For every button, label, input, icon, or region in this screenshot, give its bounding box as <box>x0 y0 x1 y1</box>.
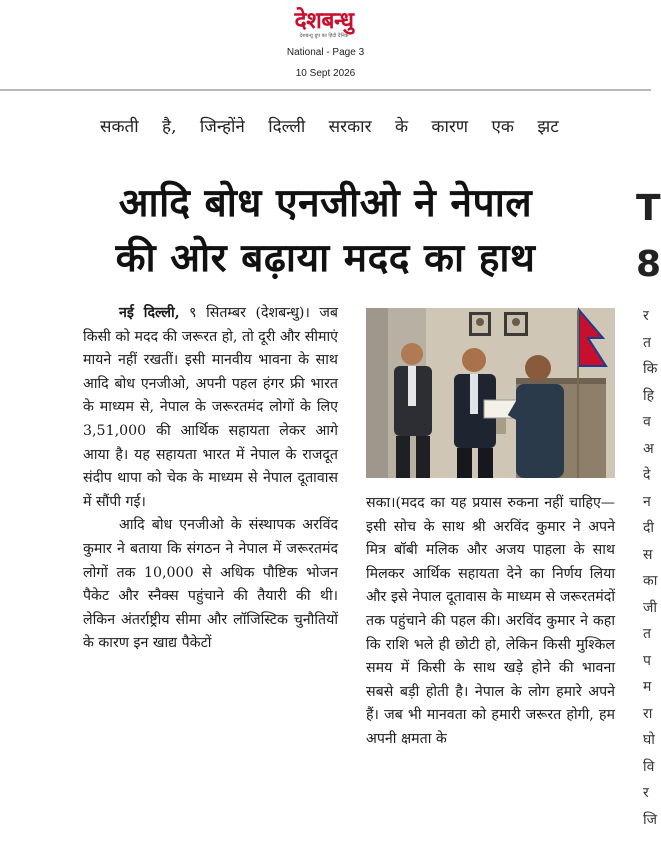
headline-line-2: की ओर बढ़ाया मदद का हाथ <box>115 236 536 281</box>
photo-illustration <box>366 308 615 478</box>
edge-text-char: व <box>643 414 651 430</box>
edge-headline-char-2: 8 <box>636 244 661 285</box>
article-column-left <box>83 302 338 656</box>
logo-tagline: देशबन्धु ग्रुप का हिंदी दैनिक <box>299 33 349 39</box>
edge-text-char: दे <box>643 467 651 483</box>
article-paragraph-1 <box>83 302 338 514</box>
edge-text-char: हि <box>643 387 655 404</box>
edge-text-char: का <box>643 573 658 589</box>
dateline: नई दिल्ली, <box>119 305 180 321</box>
edge-text-char: अ <box>643 440 654 457</box>
edge-text-char: दी <box>643 520 655 536</box>
masthead <box>0 0 651 92</box>
edge-text-char: प <box>643 652 651 669</box>
issue-date: 10 Sept 2026 <box>295 68 356 79</box>
edge-text-char: न <box>643 493 651 510</box>
edge-text-char: र <box>643 785 649 801</box>
edge-text-char: जि <box>643 811 658 828</box>
edge-text-char: वि <box>643 758 655 775</box>
edge-text-char: कि <box>643 361 658 377</box>
edge-text-char: रा <box>643 705 653 722</box>
edge-text-char: जी <box>643 599 658 616</box>
edge-headline-char-1: T <box>636 188 661 229</box>
headline-line-1: आदि बोध एनजीओ ने नेपाल <box>118 181 533 226</box>
previous-article-fragment: सकती है, जिन्होंने दिल्ली सरकार के कारण एक झट <box>100 117 559 137</box>
article-paragraph-3: सका।(मदद का यह प्रयास रुकना नहीं चाहिए—इसी सोच के साथ श्री अरविंद कुमार ने अपने मित्र बॉबी मलिक और अजय पाहला के साथ मिलकर आर्थिक सहायता देने का निर्णय लिया और इसे नेपाल दूतावास के माध्यम से जरूरतमंदों तक पहुंचाने की पहल की। अरविंद कुमार ने कहा कि राशि भले ही छोटी हो, लेकिन किसी मुश्किल समय में किसी के साथ खड़े होने की भावना सबसे बड़ी होती है। नेपाल के लोग हमारे अपने हैं। जब भी मानवता को हमारी जरूरत होगी, हम अपनी क्षमता के <box>366 495 615 747</box>
edge-text-char: स <box>643 546 653 563</box>
article-paragraph-2: आदि बोध एनजीओ के संस्थापक अरविंद कुमार ने बताया कि संगठन ने नेपाल में जरूरतमंद लोगों तक 10,000 से अधिक पौष्टिक भोजन पैकेट और स्नैक्स पहुंचाने की तैयारी की थी। लेकिन अंतर्राष्ट्रीय सीमा और लॉजिस्टिक चुनौतियों के कारण इन खाद्य पैकेटों <box>83 517 338 652</box>
edge-text-char: त <box>643 626 651 642</box>
article-headline <box>0 176 651 286</box>
article-column-right <box>366 492 615 752</box>
edge-text-char: र <box>643 308 649 324</box>
newspaper-logo <box>262 8 386 40</box>
masthead-divider <box>0 89 651 91</box>
article-photo <box>366 308 615 478</box>
edition-label: National - Page 3 <box>286 47 365 58</box>
logo-text: देशबन्धु <box>294 8 354 34</box>
paragraph-1-text: ९ सितम्बर (देशबन्धु)। जब किसी को मदद की जरूरत हो, तो दूरी और सीमाएं मायने नहीं रखतीं। इसी मानवीय भावना के साथ आदि बोध एनजीओ, अपनी पहल हंगर फ्री भारत के माध्यम से, नेपाल के जरूरतमंद लोगों के लिए 3,51,000 की आर्थिक सहायता लेकर आगे आया है। यह सहायता भारत में नेपाल के राजदूत संदीप थापा को चेक के माध्यम से नेपाल दूतावास में सौंपी गई। <box>83 305 338 510</box>
edge-text-char: घो <box>643 732 655 748</box>
edge-text-char: त <box>643 334 651 351</box>
edge-text-char: म <box>643 679 652 695</box>
